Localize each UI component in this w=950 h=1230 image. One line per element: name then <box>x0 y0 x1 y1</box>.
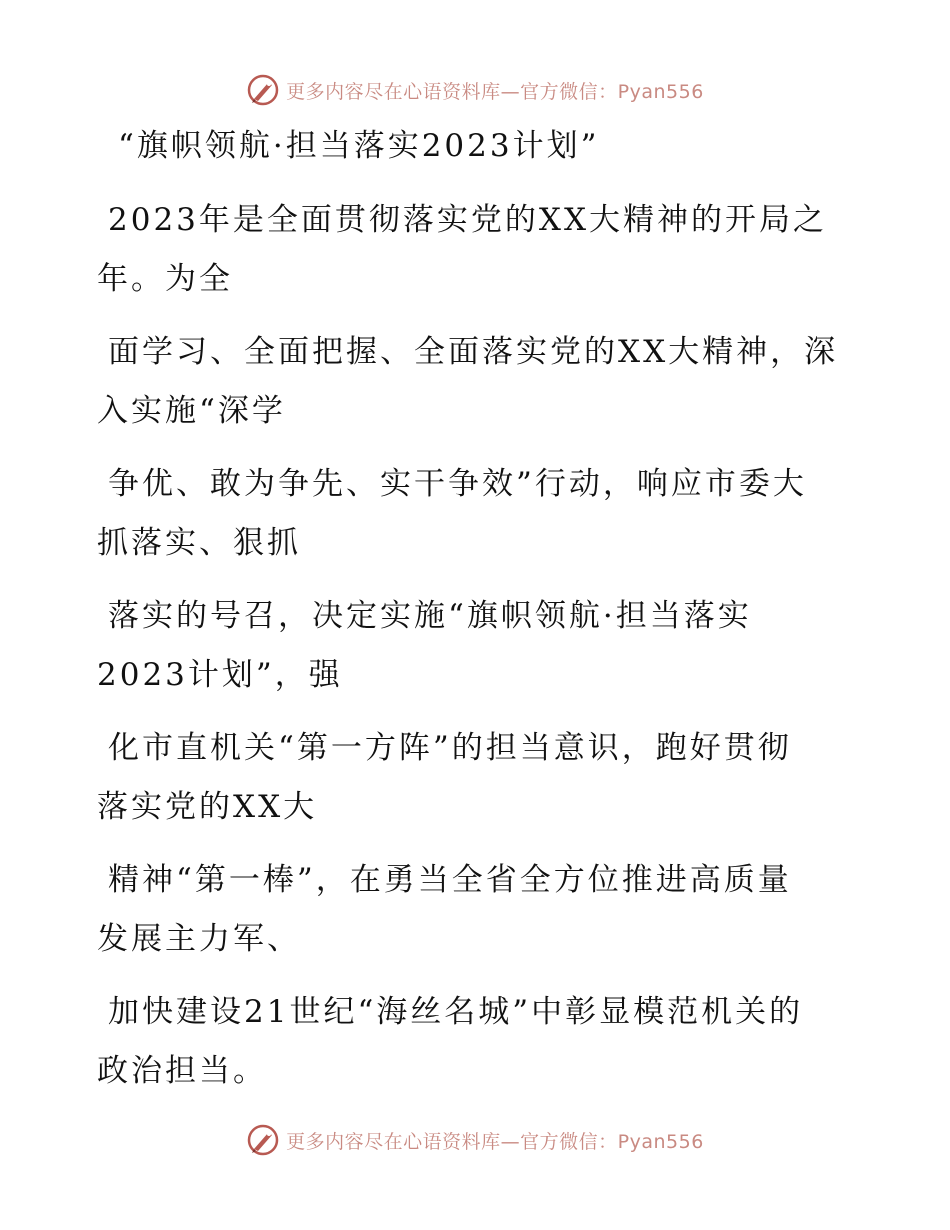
paragraph-line: 发展主力军、 <box>97 921 301 957</box>
paragraph-line: 精神“第一棒”，在勇当全省全方位推进高质量 <box>108 862 792 898</box>
paragraph-line: 面学习、全面把握、全面落实党的XX大精神，深 <box>108 334 839 370</box>
paragraph-line: 争优、敢为争先、实干争效”行动，响应市委大 <box>108 466 807 502</box>
paragraph-line: 落实党的XX大 <box>97 789 318 825</box>
paragraph-line: 落实的号召，决定实施“旗帜领航·担当落实 <box>108 598 752 634</box>
paragraph-line: 2023计划”，强 <box>97 657 343 693</box>
pen-logo-icon <box>246 73 280 107</box>
document-title: “旗帜领航·担当落实2023计划” <box>118 128 600 164</box>
watermark-text: 更多内容尽在心语资料库—官方微信：Pyan556 <box>286 1130 704 1153</box>
footer-watermark <box>0 1120 950 1160</box>
paragraph-line: 抓落实、狠抓 <box>97 525 301 561</box>
pen-logo-icon <box>246 1123 280 1157</box>
paragraph-line: 年。为全 <box>97 261 233 297</box>
watermark-text: 更多内容尽在心语资料库—官方微信：Pyan556 <box>286 80 704 103</box>
paragraph-line: 2023年是全面贯彻落实党的XX大精神的开局之 <box>108 202 828 238</box>
paragraph-line: 加快建设21世纪“海丝名城”中彰显模范机关的 <box>108 994 804 1030</box>
paragraph-line: 政治担当。 <box>97 1053 267 1089</box>
paragraph-line: 入实施“深学 <box>97 393 286 429</box>
paragraph-line: 化市直机关“第一方阵”的担当意识，跑好贯彻 <box>108 730 792 766</box>
header-watermark <box>0 70 950 110</box>
